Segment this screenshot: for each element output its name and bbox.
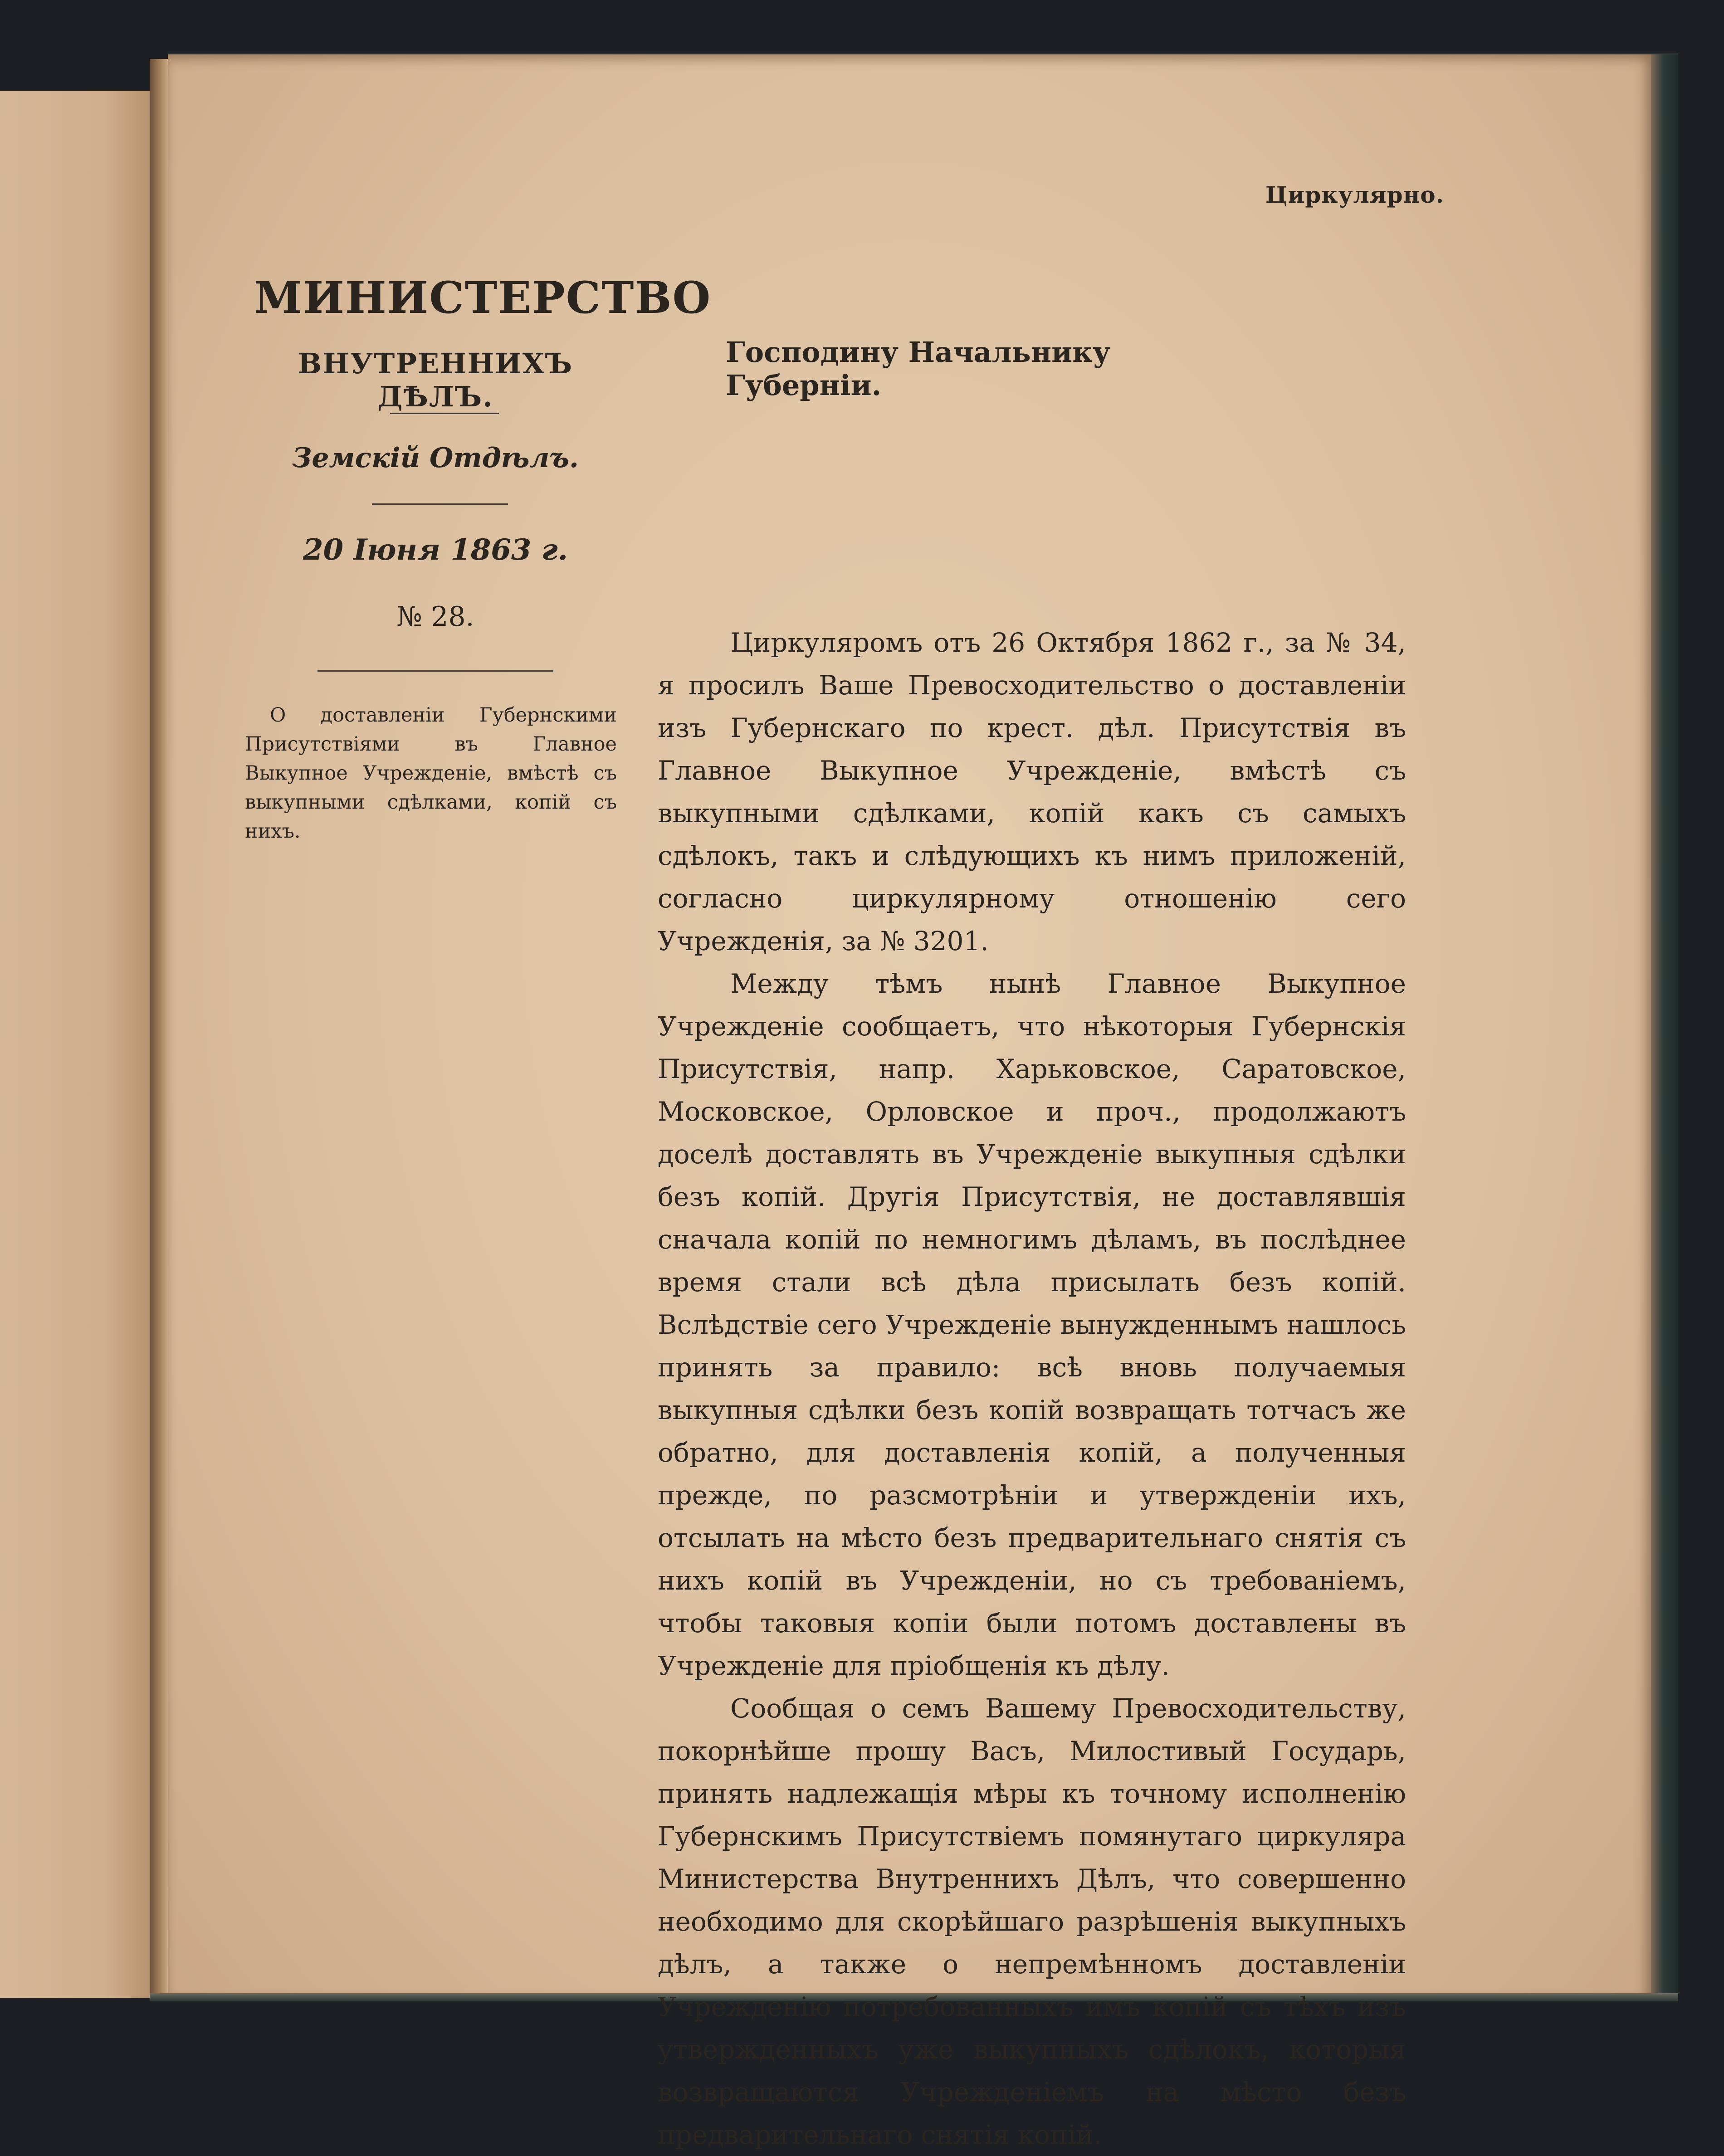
- paragraph: Между тѣмъ нынѣ Главное Выкупное Учрежденіе сообщаетъ, что нѣкоторыя Губернскія Присутствія, напр. Харьковское, Саратовское, Московское, Орловское и проч., продолжаютъ доселѣ доставлять въ Учрежденіе выкупныя сдѣлки безъ копій. Другія Присутствія, не доставлявшія сначала копій по немногимъ дѣламъ, въ послѣднее время стали всѣ дѣла присылать безъ копій. Вслѣдствіе сего Учрежденіе вынужденнымъ нашлось принять за правило: всѣ вновь получаемыя выкупныя сдѣлки безъ копій возвращать тотчасъ же обратно, для доставленія копій, а полученныя прежде, по разсмотрѣніи и утвержденіи ихъ, отсылать на мѣсто безъ предварительнаго снятія съ нихъ копій въ Учрежденіи, но съ требованіемъ, чтобы таковыя копіи были потомъ доставлены въ Учрежденіе для пріобщенія къ дѣлу.: [658, 968, 1406, 1681]
- paragraph: Циркуляромъ отъ 26 Октября 1862 г., за № 34, я просилъ Ваше Превосходительство о доставленіи изъ Губернскаго по крест. дѣл. Присутствія въ Главное Выкупное Учрежденіе, вмѣстѣ съ выкупными сдѣлками, копій какъ съ самыхъ сдѣлокъ, такъ и слѣдующихъ къ нимъ приложеній, согласно циркулярному отношенію сего Учрежденія, за № 3201.: [658, 627, 1406, 956]
- divider: [372, 503, 508, 505]
- book-gutter: [150, 59, 168, 2000]
- subject-summary: О доставленіи Губернскими Присутствіями въ Главное Выкупное Учрежденіе, вмѣстѣ съ выкупными сдѣлками, копій съ нихъ.: [245, 704, 617, 843]
- divider: [317, 670, 553, 672]
- left-page: [0, 91, 152, 1998]
- department: Земскій Отдѣлъ.: [292, 442, 579, 474]
- body-text: [658, 621, 1406, 2156]
- divider: [390, 413, 499, 414]
- paragraph: Сообщая о семъ Вашему Превосходительству, покорнѣйше прошу Васъ, Милостивый Государь, принять надлежащія мѣры къ точному исполненію Губернскимъ Присутствіемъ помянутаго циркуляра Министерства Внутреннихъ Дѣлъ, что совершенно необходимо для скорѣйшаго разрѣшенія выкупныхъ дѣлъ, а также о непремѣнномъ доставленіи Учрежденію потребованныхъ имъ копій съ тѣхъ изъ утвержденныхъ уже выкупныхъ сдѣлокъ, которыя возвращаются Учрежденіемъ на мѣсто безъ предварительнаго снятія копій.: [658, 1693, 1406, 2150]
- book-cover-edge: [1651, 54, 1678, 2000]
- document-number: № 28.: [396, 601, 474, 633]
- addressee: Господину Начальнику Губерніи.: [726, 336, 1111, 402]
- ministry-title: МИНИСТЕРСТВО: [254, 272, 712, 323]
- circular-mark: Циркулярно.: [1265, 181, 1444, 208]
- document-date: 20 Іюня 1863 г.: [303, 533, 568, 567]
- ministry-subtitle: ВНУТРЕННИХЪ ДѢЛЪ.: [298, 347, 573, 413]
